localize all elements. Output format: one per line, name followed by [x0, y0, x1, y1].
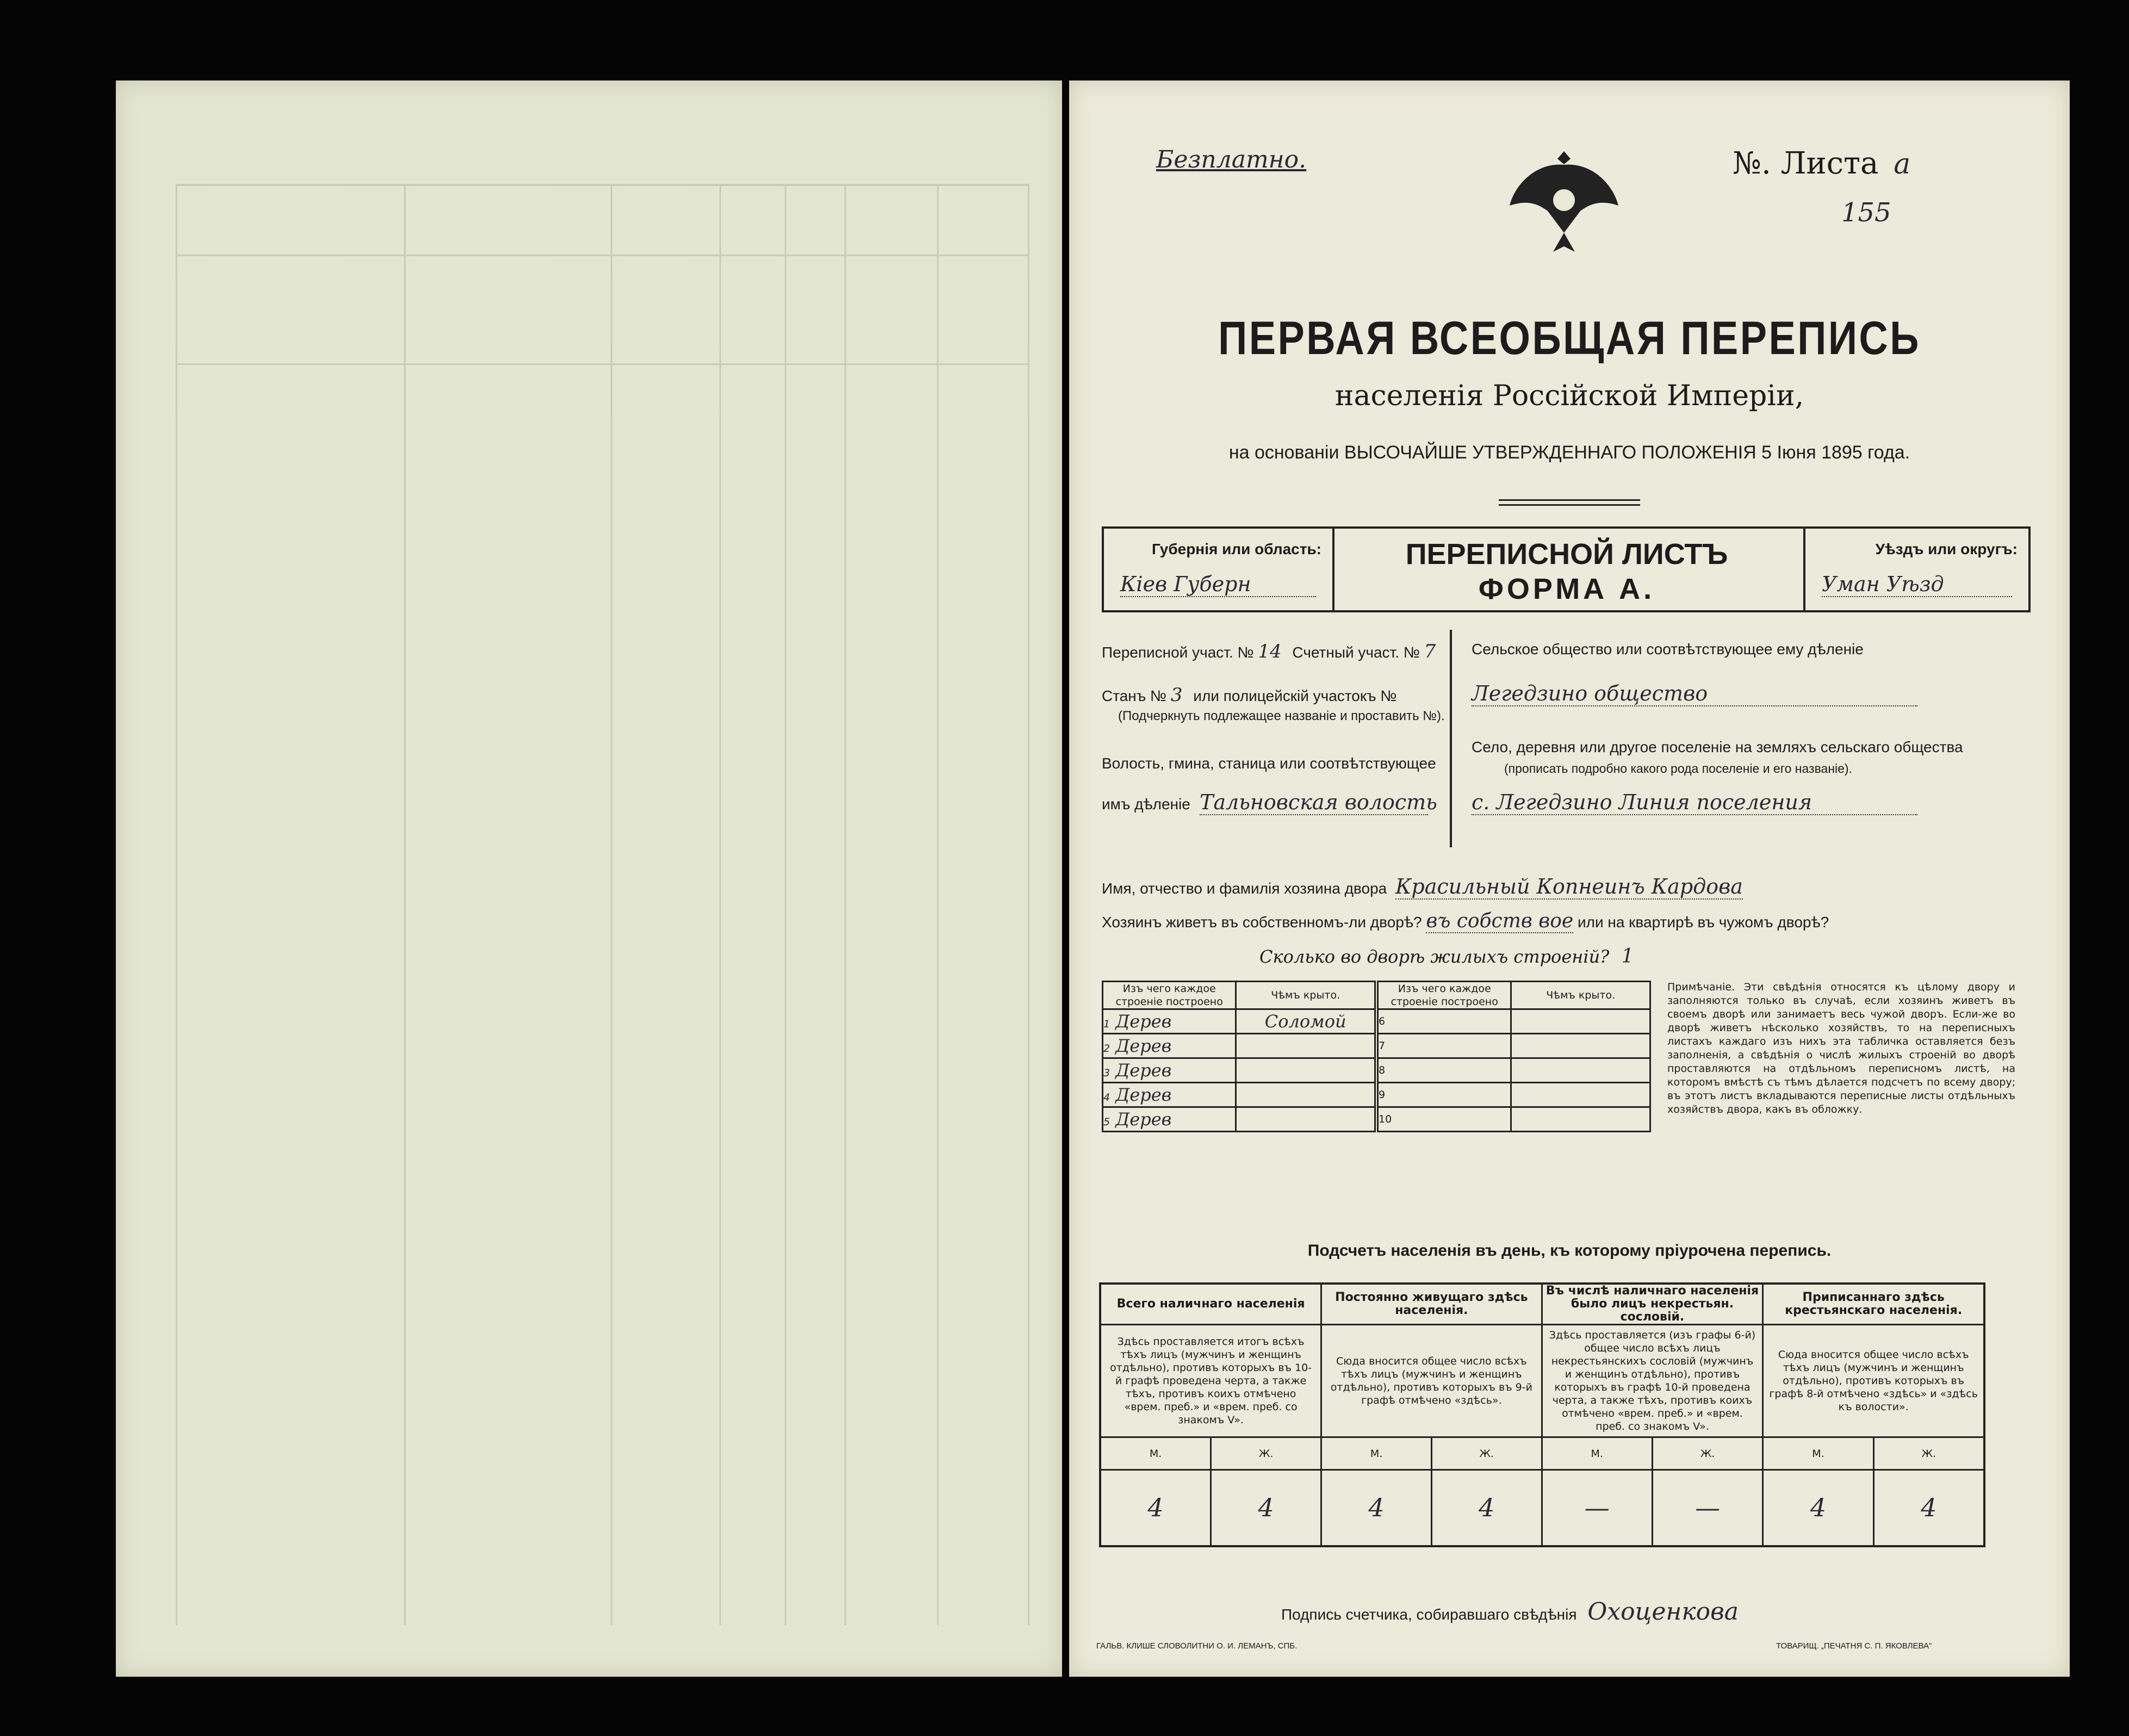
pop-value-2-m: 4 [1321, 1470, 1432, 1546]
owner-name-value: Красильный Копнеинъ Кардова [1395, 875, 1743, 898]
society-label: Сельское общество или соотвѣтствующее ему дѣленіе [1472, 641, 1864, 658]
building-row-7: 7 [1376, 1034, 1511, 1058]
sheet-number-extra: 155 [1841, 197, 1891, 228]
stan-value: 3 [1170, 684, 1183, 706]
village-value: с. Легедзино Линия поселения [1472, 790, 1917, 815]
uezd-box [1803, 526, 2031, 612]
building-row-1-material: 1 Дерев [1103, 1009, 1236, 1034]
pop-value-4-m: 4 [1763, 1470, 1873, 1546]
main-title: ПЕРВАЯ ВСЕОБЩАЯ ПЕРЕПИСЬ [1218, 312, 1921, 364]
volost-label-2: имъ дѣленіе [1102, 796, 1190, 813]
building-row-2-roof [1236, 1034, 1376, 1058]
gubernia-value: Кiев Губерн [1120, 572, 1316, 597]
pop-col-3-desc: Здѣсь проставляется (изъ графы 6-й) общее число всѣхъ лицъ некрестьянскихъ сословій (мужчинъ и женщинъ отдѣльно), противъ которыхъ въ графѣ 10-й проведена черта, а также тѣхъ, противъ коихъ отмѣчено «врем. преб.» и «врем. преб. со знакомъ V». [1542, 1325, 1763, 1437]
stan-label: Станъ № [1102, 687, 1167, 704]
location-divider [1450, 630, 1452, 847]
form-title: ФОРМА А. [1478, 573, 1655, 605]
census-area-value: 14 [1258, 641, 1282, 662]
building-row-6-roof [1511, 1009, 1650, 1034]
pop-value-3-m: — [1542, 1470, 1652, 1546]
population-title: Подсчетъ населенія въ день, къ которому пріурочена перепись. [1307, 1242, 1832, 1260]
footer-left: ГАЛЬВ. КЛИШЕ СЛОВОЛИТНИ О. И. ЛЕМАНЪ, СПБ. [1096, 1641, 1298, 1651]
buildings-row [1259, 945, 1634, 968]
village-label: Село, деревня или другое поселеніе на земляхъ сельскаго общества [1472, 739, 1963, 755]
pop-col-2-header: Постоянно живущаго здѣсь населенія. [1321, 1284, 1542, 1325]
uezd-label: Уѣздъ или округъ: [1875, 541, 2018, 557]
pop-value-2-f: 4 [1431, 1470, 1542, 1546]
police-label: или полицейскій участокъ № [1193, 687, 1397, 704]
pop-col-4-header: Приписаннаго здѣсь крестьянскаго населенія. [1763, 1284, 1984, 1325]
buildings-note: Примѣчаніе. Эти свѣдѣнія относятся къ цѣлому двору и заполняются только въ случаѣ, если хозяинъ живетъ въ своемъ дворѣ или занимаетъ весь чужой дворъ. Если-же во дворѣ живетъ нѣсколько хозяйствъ, то на переписныхъ листахъ каждаго изъ нихъ эта табличка оставляется безъ заполненія, а свѣдѣнія о числѣ жилыхъ строеній во дворѣ проставляются на отдѣльномъ переписномъ листѣ, на которомъ вмѣстѣ съ тѣмъ дѣлается подсчетъ по всему двору; въ этотъ листъ вкладываются переписные листы отдѣльныхъ хозяйствъ двора, какъ въ обложку. [1667, 981, 2015, 1115]
building-row-9: 9 [1376, 1083, 1511, 1107]
building-row-5-material: 5 Дерев [1103, 1107, 1236, 1132]
owner-row [1102, 875, 1917, 898]
col-material2-header: Изъ чего каждое строеніе построено [1376, 982, 1511, 1009]
gubernia-label: Губернія или область: [1151, 541, 1321, 557]
building-row-8-roof [1511, 1058, 1650, 1083]
volost-label: Волость, гмина, станица или соотвѣтствующее [1102, 755, 1436, 772]
pop-col-1-header: Всего наличнаго населенія [1100, 1284, 1321, 1325]
pop-f-label-1: Ж. [1211, 1437, 1321, 1470]
sheet-title-box [1330, 526, 1803, 612]
society-value: Легедзино общество [1472, 681, 1917, 706]
pop-f-label-2: Ж. [1431, 1437, 1542, 1470]
signature-value: Охоценкова [1587, 1598, 1739, 1626]
census-area-label: Переписной участ. № [1102, 644, 1254, 661]
building-row-2-material: 2 Дерев [1103, 1034, 1236, 1058]
village-note: (прописать подробно какого рода поселеніе и его названіе). [1504, 761, 1852, 776]
pop-m-label-1: М. [1100, 1437, 1211, 1470]
col-roof2-header: Чѣмъ крыто. [1511, 982, 1650, 1009]
bleed-through-grid [176, 184, 1029, 1625]
sheet-number [1733, 146, 1910, 181]
building-row-1-roof: Соломой [1236, 1009, 1376, 1034]
left-page [116, 80, 1062, 1677]
ornament-divider [1499, 499, 1640, 506]
building-row-5-roof [1236, 1107, 1376, 1132]
building-row-8: 8 [1376, 1058, 1511, 1083]
col-roof-header: Чѣмъ крыто. [1236, 982, 1376, 1009]
building-row-10-roof [1511, 1107, 1650, 1132]
pop-col-1-desc: Здѣсь проставляется итогъ всѣхъ тѣхъ лицъ (мужчинъ и женщинъ отдѣльно), противъ которыхъ въ 10-й графѣ проведена черта, а также тѣхъ, противъ коихъ отмѣчено «врем. преб.» и «врем. преб. со знакомъ V». [1100, 1325, 1321, 1437]
count-area-value: 7 [1424, 641, 1436, 662]
census-form-page [1069, 80, 2070, 1677]
signature-label: Подпись счетчика, собиравшаго свѣдѣнія [1281, 1606, 1577, 1623]
pop-col-3-header: Въ числѣ наличнаго населенія было лицъ некрестьян. сословій. [1542, 1284, 1763, 1325]
building-row-3-material: 3 Дерев [1103, 1058, 1236, 1083]
sheet-number-suffix: а [1894, 148, 1911, 181]
building-row-9-roof [1511, 1083, 1650, 1107]
stan-note: (Подчеркнуть подлежащее названіе и проставить №). [1118, 709, 1445, 723]
sheet-number-label: №. Листа [1733, 146, 1879, 181]
pop-col-4-desc: Сюда вносится общее число всѣхъ тѣхъ лицъ (мужчинъ и женщинъ отдѣльно), противъ которыхъ въ графѣ 8-й отмѣчено «здѣсь» и «здѣсь къ волости». [1763, 1325, 1984, 1437]
col-material-header: Изъ чего каждое строеніе построено [1103, 982, 1236, 1009]
pop-value-3-f: — [1652, 1470, 1762, 1546]
sheet-title: ПЕРЕПИСНОЙ ЛИСТЪ [1405, 538, 1728, 571]
owner-lives-label: Хозяинъ живетъ въ собственномъ-ли дворѣ? [1102, 914, 1422, 931]
signature-row [1281, 1598, 1988, 1626]
uezd-value: Уман Уѣзд [1822, 572, 2012, 597]
footer-right: ТОВАРИЩ. „ПЕЧАТНЯ С. П. ЯКОВЛЕВА" [1776, 1641, 1932, 1651]
owner-lives-row [1102, 910, 1972, 932]
pop-value-1-m: 4 [1100, 1470, 1211, 1546]
population-table [1099, 1282, 1985, 1547]
volost-value: Тальновская волость [1200, 790, 1437, 814]
gubernia-box [1102, 526, 1334, 612]
pop-m-label-2: М. [1321, 1437, 1432, 1470]
pop-m-label-4: М. [1763, 1437, 1873, 1470]
building-row-4-roof [1236, 1083, 1376, 1107]
imperial-eagle-emblem [1499, 140, 1629, 260]
count-area-label: Счетный участ. № [1292, 644, 1420, 661]
building-row-3-roof [1236, 1058, 1376, 1083]
free-label: Безплатно. [1156, 146, 1307, 173]
basis-line: на основаніи ВЫСОЧАЙШЕ УТВЕРЖДЕННАГО ПОЛОЖЕНІЯ 5 Іюня 1895 года. [1228, 442, 1910, 463]
pop-col-2-desc: Сюда вносится общее число всѣхъ тѣхъ лицъ (мужчинъ и женщинъ отдѣльно), противъ которыхъ въ 9-й графѣ отмѣчено «здѣсь». [1321, 1325, 1542, 1437]
building-row-6: 6 [1376, 1009, 1511, 1034]
pop-value-1-f: 4 [1211, 1470, 1321, 1546]
pop-f-label-4: Ж. [1873, 1437, 1984, 1470]
owner-name-label: Имя, отчество и фамилія хозяина двора [1102, 880, 1387, 897]
buildings-value: 1 [1621, 945, 1634, 968]
building-row-10: 10 [1376, 1107, 1511, 1132]
owner-lives-value: въ собств вое [1426, 910, 1574, 932]
building-row-7-roof [1511, 1034, 1650, 1058]
buildings-table [1102, 981, 1651, 1132]
owner-lives-label-2: или на квартирѣ въ чужомъ дворѣ? [1577, 914, 1829, 931]
building-row-4-material: 4 Дерев [1103, 1083, 1236, 1107]
subtitle: населенія Россійской Имперіи, [1334, 380, 1804, 412]
pop-f-label-3: Ж. [1652, 1437, 1762, 1470]
pop-value-4-f: 4 [1873, 1470, 1984, 1546]
pop-m-label-3: М. [1542, 1437, 1652, 1470]
buildings-label: Сколько во дворѣ жилыхъ строеній? [1259, 946, 1610, 967]
